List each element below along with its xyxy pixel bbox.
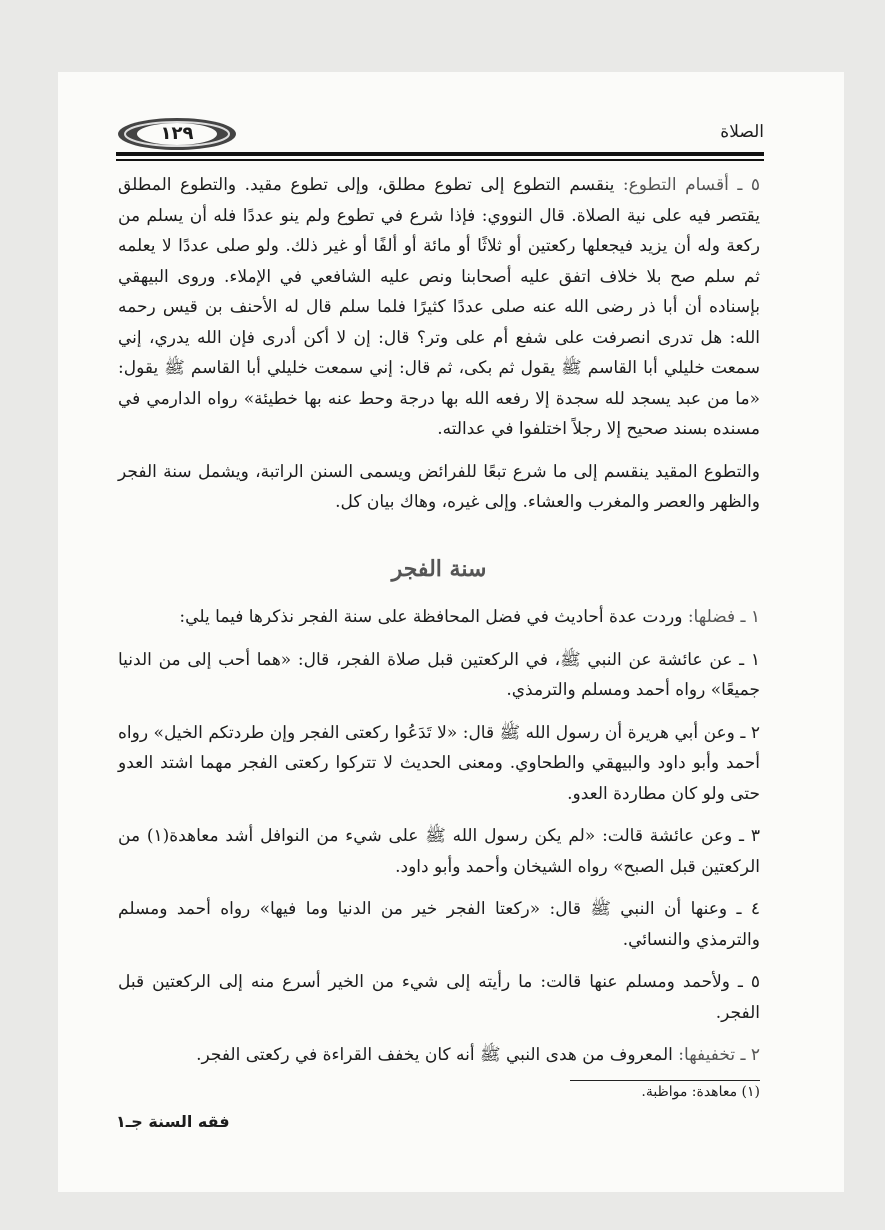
hadith-item-4: [118, 894, 760, 955]
paragraph-term: ٥ ـ أقسام التطوع:: [622, 175, 760, 195]
page-number: ١٢٩: [160, 123, 194, 144]
hadith-item-2: [118, 718, 760, 810]
paragraph-body: ٥ ـ ولأحمد ومسلم عنها قالت: ما رأيته إلى شيء من الخير أسرع منه إلى الركعتين قبل الفجر.: [118, 972, 760, 1023]
paragraph-term: ٢ ـ تخفيفها:: [678, 1045, 760, 1065]
header-rule-thick: [116, 152, 764, 156]
paragraph-virtue: [118, 602, 760, 633]
paragraph-types-of-voluntary: [118, 170, 760, 445]
paragraph-body: ٤ ـ وعنها أن النبي ﷺ قال: «ركعتا الفجر خير من الدنيا وما فيها» رواه أحمد ومسلم والترمذي والنسائي.: [118, 899, 760, 950]
paragraph-body: ينقسم التطوع إلى تطوع مطلق، وإلى تطوع مقيد. والتطوع المطلق يقتصر فيه على نية الصلاة. قال النووي: فإذا شرع في تطوع ولم ينو عددًا فله أن يسلم من ركعة وله أن يزيد فيجعلها ركعتين أو ثلاثًا أو مائة أو ألفًا أو غير ذلك. ولو صلى عددًا لا يعلمه ثم سلم صح بلا خلاف اتفق عليه أصحابنا ونص عليه الشافعي في الإملاء. وروى البيهقي بإسناده أن أبا ذر رضى الله عنه صلى عددًا كثيرًا فلما سلم قال له الأحنف بن قيس رحمه الله: هل تدرى انصرفت على شفع أم على وتر؟ قال: إن لا أكن أدرى فإن الله يدري، إني سمعت خليلي أبا القاسم ﷺ يقول ثم بكى، ثم قال: إني سمعت خليلي أبا القاسم ﷺ يقول: «ما من عبد يسجد لله سجدة إلا رفعه الله بها درجة وحط عنه بها خطيئة» رواه الدارمي في مسنده بسند صحيح إلا رجلاً اختلفوا في عدالته.: [118, 175, 761, 439]
paragraph-body: المعروف من هدى النبي ﷺ أنه كان يخفف القراءة في ركعتى الفجر.: [196, 1045, 679, 1065]
hadith-item-5: [118, 967, 760, 1028]
hadith-item-1: [118, 645, 760, 706]
paragraph-body: ١ ـ عن عائشة عن النبي ﷺ، في الركعتين قبل صلاة الفجر، قال: «هما أحب إلى من الدنيا جميعًا» رواه أحمد ومسلم والترمذي.: [118, 649, 761, 700]
paragraph-body: ٣ ـ وعن عائشة قالت: «لم يكن رسول الله ﷺ على شيء من النوافل أشد معاهدة(١) من الركعتين قبل الصبح» رواه الشيخان وأحمد وأبو داود.: [118, 826, 760, 877]
hadith-item-3: [118, 821, 760, 882]
paragraph-body: وردت عدة أحاديث في فضل المحافظة على سنة الفجر نذكرها فيما يلي:: [179, 607, 688, 627]
footnote-divider: [570, 1080, 760, 1081]
section-title: سنة الفجر: [391, 556, 487, 582]
page-footer: فقه السنة جـ١: [116, 1112, 230, 1131]
running-header-title: الصلاة: [720, 122, 764, 142]
paragraph-restricted-voluntary: [118, 457, 760, 518]
paragraph-body: ٢ ـ وعن أبي هريرة أن رسول الله ﷺ قال: «لا تَدَعُوا ركعتى الفجر وإن طردتكم الخيل» رواه أحمد وأبو داود والبيهقي والطحاوي. ومعنى الحديث لا تتركوا ركعتى الفجر مهما اشتد العدو حتى ولو كان مطاردة العدو.: [118, 722, 760, 804]
body-text-top: [118, 170, 760, 518]
footnote: (١) معاهدة: مواظبة.: [641, 1084, 760, 1100]
paragraph-term: ١ ـ فضلها:: [687, 607, 760, 627]
body-text-section: [118, 602, 760, 1071]
header-rule-thin: [116, 159, 764, 161]
paragraph-body: والتطوع المقيد ينقسم إلى ما شرع تبعًا للفرائض ويسمى السنن الراتبة، ويشمل سنة الفجر والظهر والعصر والمغرب والعشاء. وإلى غيره، وهاك بيان كل.: [118, 461, 760, 512]
paragraph-lightening: [118, 1040, 760, 1071]
